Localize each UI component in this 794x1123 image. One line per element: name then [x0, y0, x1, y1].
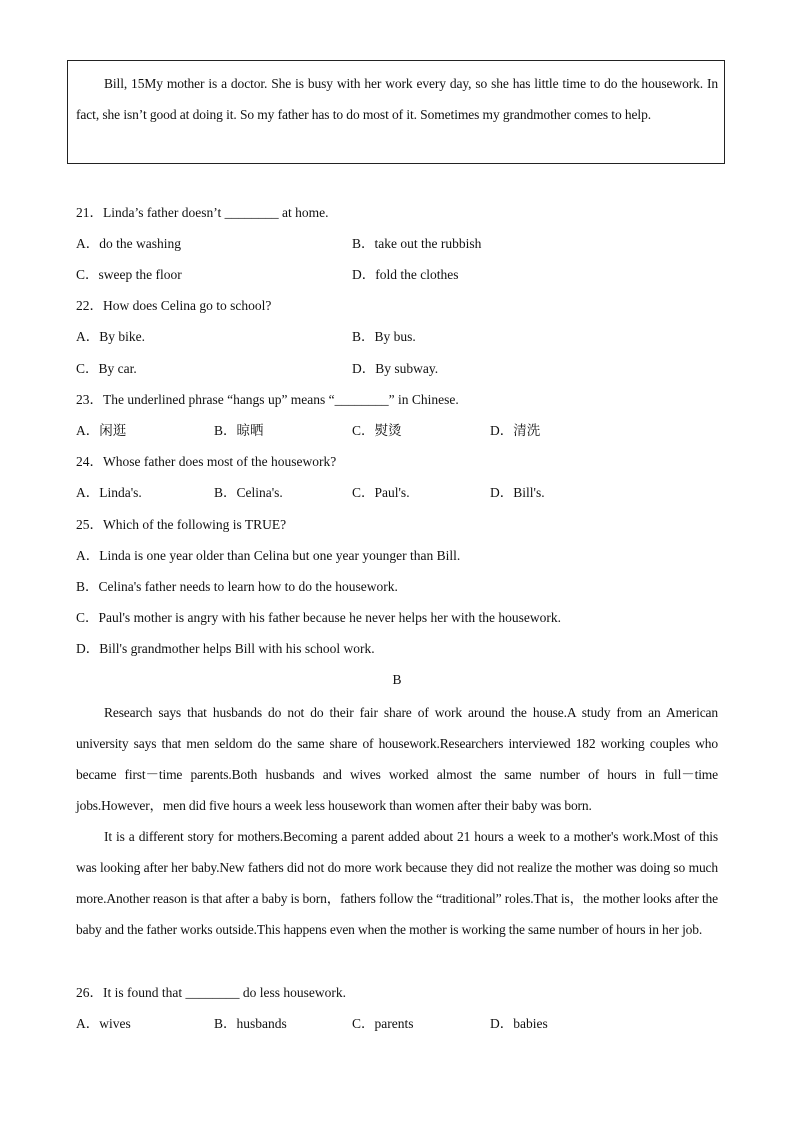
- q26-option-a[interactable]: A．wives: [76, 1016, 131, 1031]
- passage-box: [67, 60, 725, 164]
- q21-option-a[interactable]: A．do the washing: [76, 236, 181, 251]
- q22-option-a[interactable]: A．By bike.: [76, 329, 145, 344]
- q21-option-b[interactable]: B．take out the rubbish: [352, 236, 482, 251]
- q25-option-c[interactable]: C．Paul's mother is angry with his father because he never helps her with the housework.: [76, 610, 561, 625]
- question-24: 24．Whose father does most of the housework?: [76, 454, 337, 469]
- q24-option-d[interactable]: D．Bill's.: [490, 485, 545, 500]
- question-26: 26．It is found that ________ do less housework.: [76, 985, 346, 1000]
- q24-option-a[interactable]: A．Linda's.: [76, 485, 142, 500]
- q23-option-b[interactable]: B．晾晒: [214, 423, 264, 438]
- question-22: 22．How does Celina go to school?: [76, 298, 272, 313]
- q25-option-b[interactable]: B．Celina's father needs to learn how to do the housework.: [76, 579, 398, 594]
- q23-option-d[interactable]: D．清洗: [490, 423, 541, 438]
- question-25: 25．Which of the following is TRUE?: [76, 517, 287, 532]
- q26-option-b[interactable]: B．husbands: [214, 1016, 287, 1031]
- q25-option-d[interactable]: D．Bill's grandmother helps Bill with his school work.: [76, 641, 375, 656]
- question-23: 23．The underlined phrase “hangs up” means “________” in Chinese.: [76, 392, 459, 407]
- q22-option-b[interactable]: B．By bus.: [352, 329, 416, 344]
- q22-option-d[interactable]: D．By subway.: [352, 361, 439, 376]
- q23-option-c[interactable]: C．熨烫: [352, 423, 402, 438]
- passage-b-paragraph-1: Research says that husbands do not do their fair share of work around the house.A study from an American university says that men seldom do the same share of housework.Researchers interviewed 182 working couples who became first－time parents.Both husbands and wives worked almost the same number of hours in full－time jobs.However，men did five hours a week less housework than women after their baby was born.: [76, 705, 718, 813]
- q23-option-a[interactable]: A．闲逛: [76, 423, 127, 438]
- passage-box-text: Bill, 15My mother is a doctor. She is busy with her work every day, so she has little time to do the housework. In fact, she isn’t good at doing it. So my father has to do most of it. Sometimes my grandmother comes to help.: [76, 76, 718, 122]
- section-b-heading: B: [392, 672, 402, 687]
- q26-option-d[interactable]: D．babies: [490, 1016, 548, 1031]
- question-21: 21．Linda’s father doesn’t ________ at home.: [76, 205, 329, 220]
- q21-option-c[interactable]: C．sweep the floor: [76, 267, 182, 282]
- q26-option-c[interactable]: C．parents: [352, 1016, 414, 1031]
- q21-option-d[interactable]: D．fold the clothes: [352, 267, 459, 282]
- q24-option-c[interactable]: C．Paul's.: [352, 485, 410, 500]
- passage-b-paragraph-2: It is a different story for mothers.Becoming a parent added about 21 hours a week to a mother's work.Most of this was looking after her baby.New fathers did not do more work because they did not realize the mother was doing so much more.Another reason is that after a baby is born，fathers follow the “traditional” roles.That is，the mother looks after the baby and the father works outside.This happens even when the mother is working the same number of hours in her job.: [76, 829, 718, 937]
- q24-option-b[interactable]: B．Celina's.: [214, 485, 283, 500]
- q25-option-a[interactable]: A．Linda is one year older than Celina but one year younger than Bill.: [76, 548, 461, 563]
- q22-option-c[interactable]: C．By car.: [76, 361, 137, 376]
